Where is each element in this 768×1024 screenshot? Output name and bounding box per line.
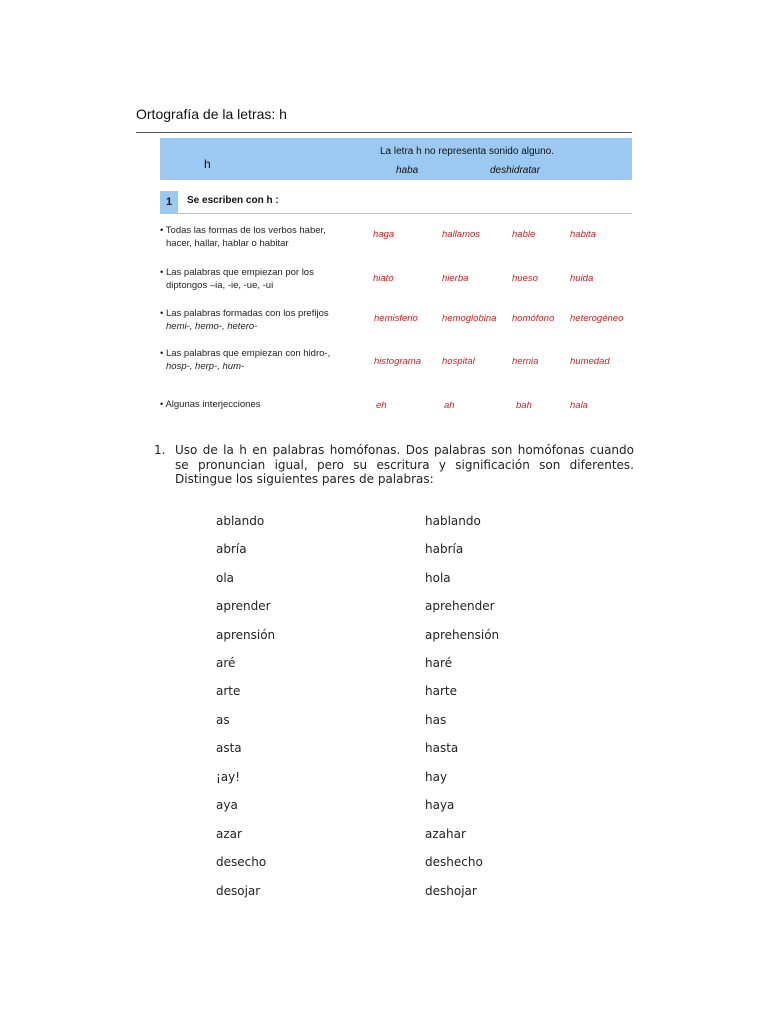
rule-example: hierba <box>442 273 469 284</box>
word-left: ola <box>216 571 235 585</box>
rule-description <box>160 347 365 373</box>
section-header <box>160 191 632 214</box>
rule-example: hala <box>570 400 588 411</box>
header-example: deshidratar <box>490 165 541 176</box>
rule-example: homófono <box>512 313 555 324</box>
word-left: azar <box>216 827 242 841</box>
header-example: haba <box>396 165 419 176</box>
rule-example: hernia <box>512 356 539 367</box>
exercise-number: 1. <box>154 443 166 457</box>
rule-line: hosp-, herp-, hum- <box>166 361 245 372</box>
word-right: aprehensión <box>425 628 500 642</box>
table-header <box>160 138 632 180</box>
word-right: deshecho <box>425 855 483 869</box>
word-left: ¡ay! <box>216 770 241 784</box>
rule-example: humedad <box>570 356 610 367</box>
word-right: hola <box>425 571 451 585</box>
rule-example: hiato <box>373 273 394 284</box>
word-left: desojar <box>216 884 261 898</box>
word-right: haré <box>425 656 453 670</box>
rule-example: hable <box>512 229 536 240</box>
rule-example: hueso <box>512 273 538 284</box>
rule-example: habita <box>570 229 596 240</box>
word-left: abría <box>216 542 247 556</box>
page-title: Ortografía de la letras: h <box>136 106 287 122</box>
word-left: aprender <box>216 599 271 613</box>
rule-example: haga <box>373 229 395 240</box>
rule-line: • Las palabras que empiezan con hidro-, <box>160 348 331 359</box>
word-left: desecho <box>216 855 267 869</box>
word-right: hay <box>425 770 448 784</box>
rule-line: diptongos –ia, -ie, -ue, -ui <box>166 280 274 291</box>
word-left: aya <box>216 798 238 812</box>
rule-example: huida <box>570 273 594 284</box>
rule-example: hemisferio <box>374 313 418 324</box>
rule-line: • Algunas interjecciones <box>160 399 261 410</box>
rule-description <box>160 266 365 292</box>
header-statement: La letra h no representa sonido alguno. <box>380 146 555 157</box>
word-left: asta <box>216 741 242 755</box>
word-left: arte <box>216 684 241 698</box>
word-right: has <box>425 713 447 727</box>
rule-line: • Las palabras formadas con los prefijos <box>160 308 329 319</box>
rule-example: bah <box>516 400 532 411</box>
rule-example: hemoglobina <box>442 313 497 324</box>
word-right: hasta <box>425 741 459 755</box>
rule-example: histograma <box>374 356 421 367</box>
rule-line: hacer, hallar, hablar o habitar <box>166 238 289 249</box>
word-right: azahar <box>425 827 466 841</box>
rule-line: hemi-, hemo-, hetero- <box>166 321 258 332</box>
rule-line: • Todas las formas de los verbos haber, <box>160 225 326 236</box>
section-label: Se escriben con h : <box>187 195 279 206</box>
section-number: 1 <box>160 191 178 213</box>
word-right: aprehender <box>425 599 495 613</box>
rules-table-image <box>160 138 632 418</box>
title-divider <box>136 132 632 133</box>
word-right: habría <box>425 542 464 556</box>
exercise-text: Uso de la h en palabras homófonas. Dos palabras son homófonas cuando se pronuncian igual, pero su escritura y significación son diferentes. Distingue los siguientes pares de palabras: <box>175 443 634 486</box>
word-left: aré <box>216 656 236 670</box>
word-left: ablando <box>216 514 265 528</box>
rule-example: ah <box>444 400 455 411</box>
rule-description <box>160 398 365 411</box>
rule-description <box>160 307 365 333</box>
word-right: harte <box>425 684 457 698</box>
rule-description <box>160 224 365 250</box>
word-left: as <box>216 713 230 727</box>
word-right: deshojar <box>425 884 477 898</box>
word-right: haya <box>425 798 455 812</box>
rule-example: heterogéneo <box>570 313 624 324</box>
rule-example: hospital <box>442 356 475 367</box>
rule-line: • Las palabras que empiezan por los <box>160 267 314 278</box>
rule-example: eh <box>376 400 387 411</box>
rule-example: hallamos <box>442 229 481 240</box>
header-letter: h <box>204 157 211 171</box>
word-left: aprensión <box>216 628 276 642</box>
word-right: hablando <box>425 514 481 528</box>
